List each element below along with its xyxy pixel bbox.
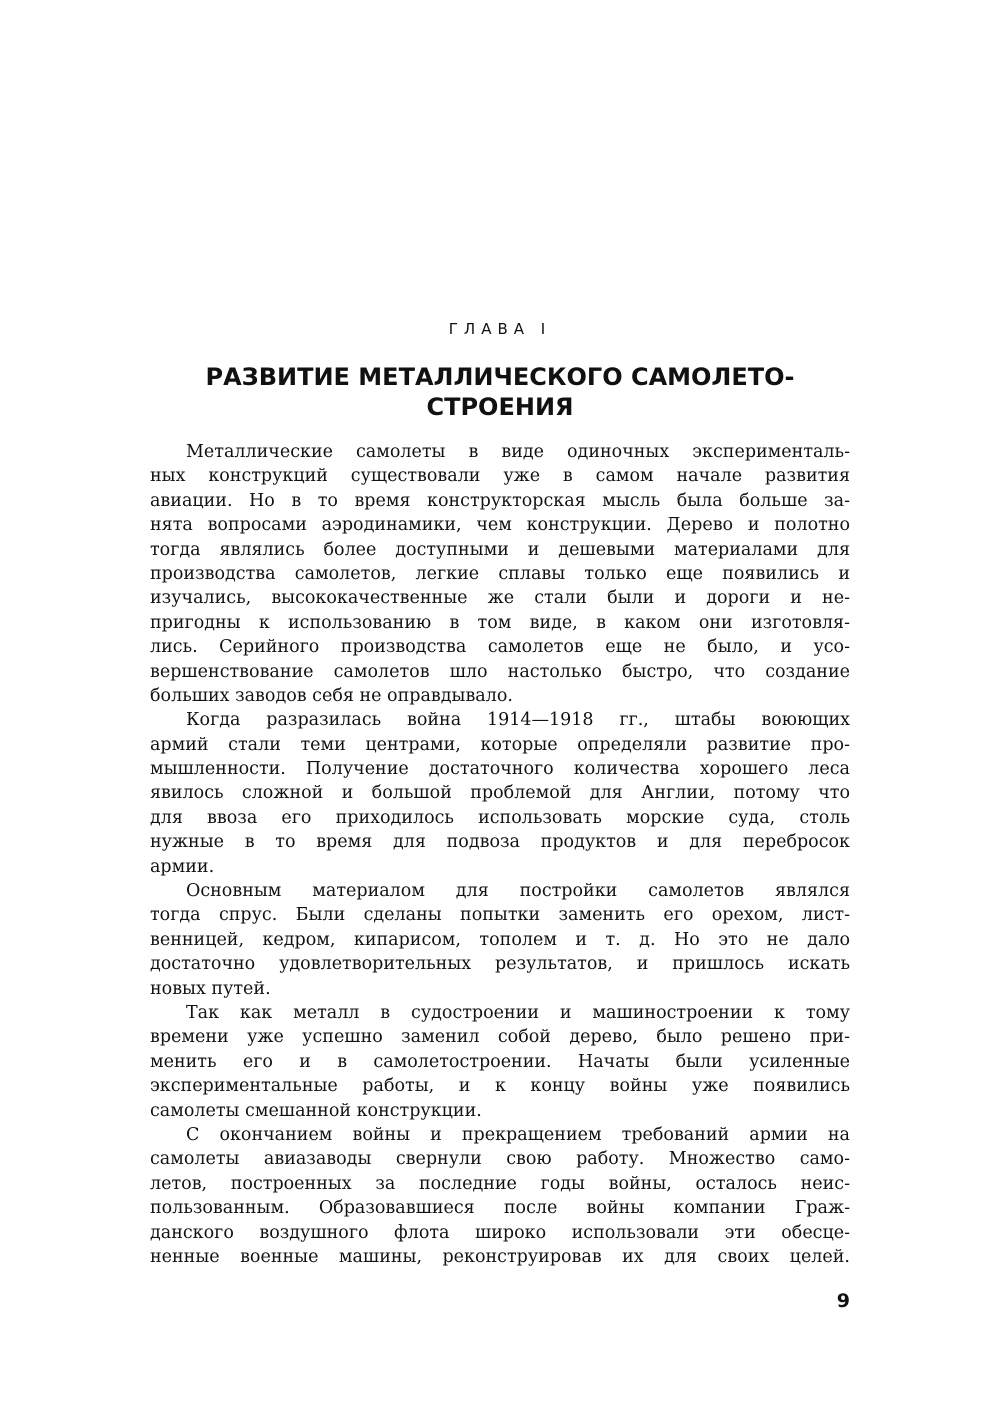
text-line: Металлические самолеты в виде одиночных эксперименталь- bbox=[186, 442, 850, 462]
body-text bbox=[150, 440, 850, 1269]
text-line: экспериментальные работы, и к концу войны уже появились bbox=[150, 1076, 850, 1097]
text-line: Основным материалом для постройки самолетов являлся bbox=[186, 881, 850, 902]
text-line: менить его и в самолетостроении. Начаты были усиленные bbox=[150, 1051, 850, 1072]
text-line: ненные военные машины, реконструировав их для своих целей. bbox=[150, 1246, 850, 1267]
text-line: вершенствование самолетов шло настолько быстро, что создание bbox=[150, 661, 850, 682]
text-line: достаточно удовлетворительных результатов, и пришлось искать bbox=[150, 954, 850, 975]
chapter-label: ГЛАВА I bbox=[448, 320, 552, 338]
text-line: самолеты смешанной конструкции. bbox=[150, 1100, 482, 1121]
text-line: тогда являлись более доступными и дешевыми материалами для bbox=[150, 539, 850, 560]
text-line: тогда спрус. Были сделаны попытки заменить его орехом, лист- bbox=[150, 905, 850, 926]
paragraph bbox=[150, 708, 850, 879]
chapter-title-line-2: СТРОЕНИЯ bbox=[426, 393, 574, 421]
chapter-title-line-1: РАЗВИТИЕ МЕТАЛЛИЧЕСКОГО САМОЛЕТО- bbox=[205, 363, 795, 391]
text-line: данского воздушного флота широко использовали эти обесце- bbox=[150, 1222, 850, 1243]
text-line: летов, построенных за последние годы войны, осталось неис- bbox=[150, 1173, 850, 1194]
text-line: самолеты авиазаводы свернули свою работу. Множество само- bbox=[150, 1149, 850, 1170]
text-line: Когда разразилась война 1914—1918 гг., штабы воюющих bbox=[186, 710, 850, 731]
text-line: новых путей. bbox=[150, 978, 271, 999]
text-line: пользованным. Образовавшиеся после войны компании Граж- bbox=[150, 1198, 850, 1219]
text-line: производства самолетов, легкие сплавы только еще появились и bbox=[150, 563, 850, 584]
text-line: лись. Серийного производства самолетов еще не было, и усо- bbox=[150, 637, 850, 658]
text-line: явилось сложной и большой проблемой для Англии, потому что bbox=[150, 783, 850, 804]
text-line: больших заводов себя не оправдывало. bbox=[150, 685, 513, 706]
text-line: ных конструкций существовали уже в самом начале развития bbox=[150, 466, 850, 487]
text-line: армии. bbox=[150, 856, 215, 877]
paragraph bbox=[150, 1001, 850, 1123]
text-line: времени уже успешно заменил собой дерево, было решено при- bbox=[150, 1027, 850, 1048]
paragraph bbox=[150, 879, 850, 1001]
text-line: для ввоза его приходилось использовать морские суда, столь bbox=[150, 807, 850, 828]
text-line: мышленности. Получение достаточного количества хорошего леса bbox=[150, 759, 850, 780]
text-line: авиации. Но в то время конструкторская мысль была больше за- bbox=[150, 490, 850, 511]
paragraph bbox=[150, 440, 850, 708]
paragraph bbox=[150, 1123, 850, 1269]
text-line: пригодны к использованию в том виде, в каком они изготовля- bbox=[150, 612, 850, 633]
text-line: С окончанием войны и прекращением требований армии на bbox=[186, 1124, 850, 1145]
text-line: изучались, высококачественные же стали были и дороги и не- bbox=[150, 588, 850, 609]
text-line: нужные в то время для подвоза продуктов и для перебросок bbox=[150, 832, 850, 853]
page-number: 9 bbox=[836, 1290, 850, 1312]
text-line: армий стали теми центрами, которые определяли развитие про- bbox=[150, 734, 850, 755]
text-line: Так как металл в судостроении и машиностроении к тому bbox=[186, 1002, 850, 1023]
text-line: венницей, кедром, кипарисом, тополем и т. д. Но это не дало bbox=[150, 929, 850, 950]
chapter-title bbox=[150, 362, 850, 422]
text-line: нята вопросами аэродинамики, чем конструкции. Дерево и полотно bbox=[150, 515, 850, 536]
